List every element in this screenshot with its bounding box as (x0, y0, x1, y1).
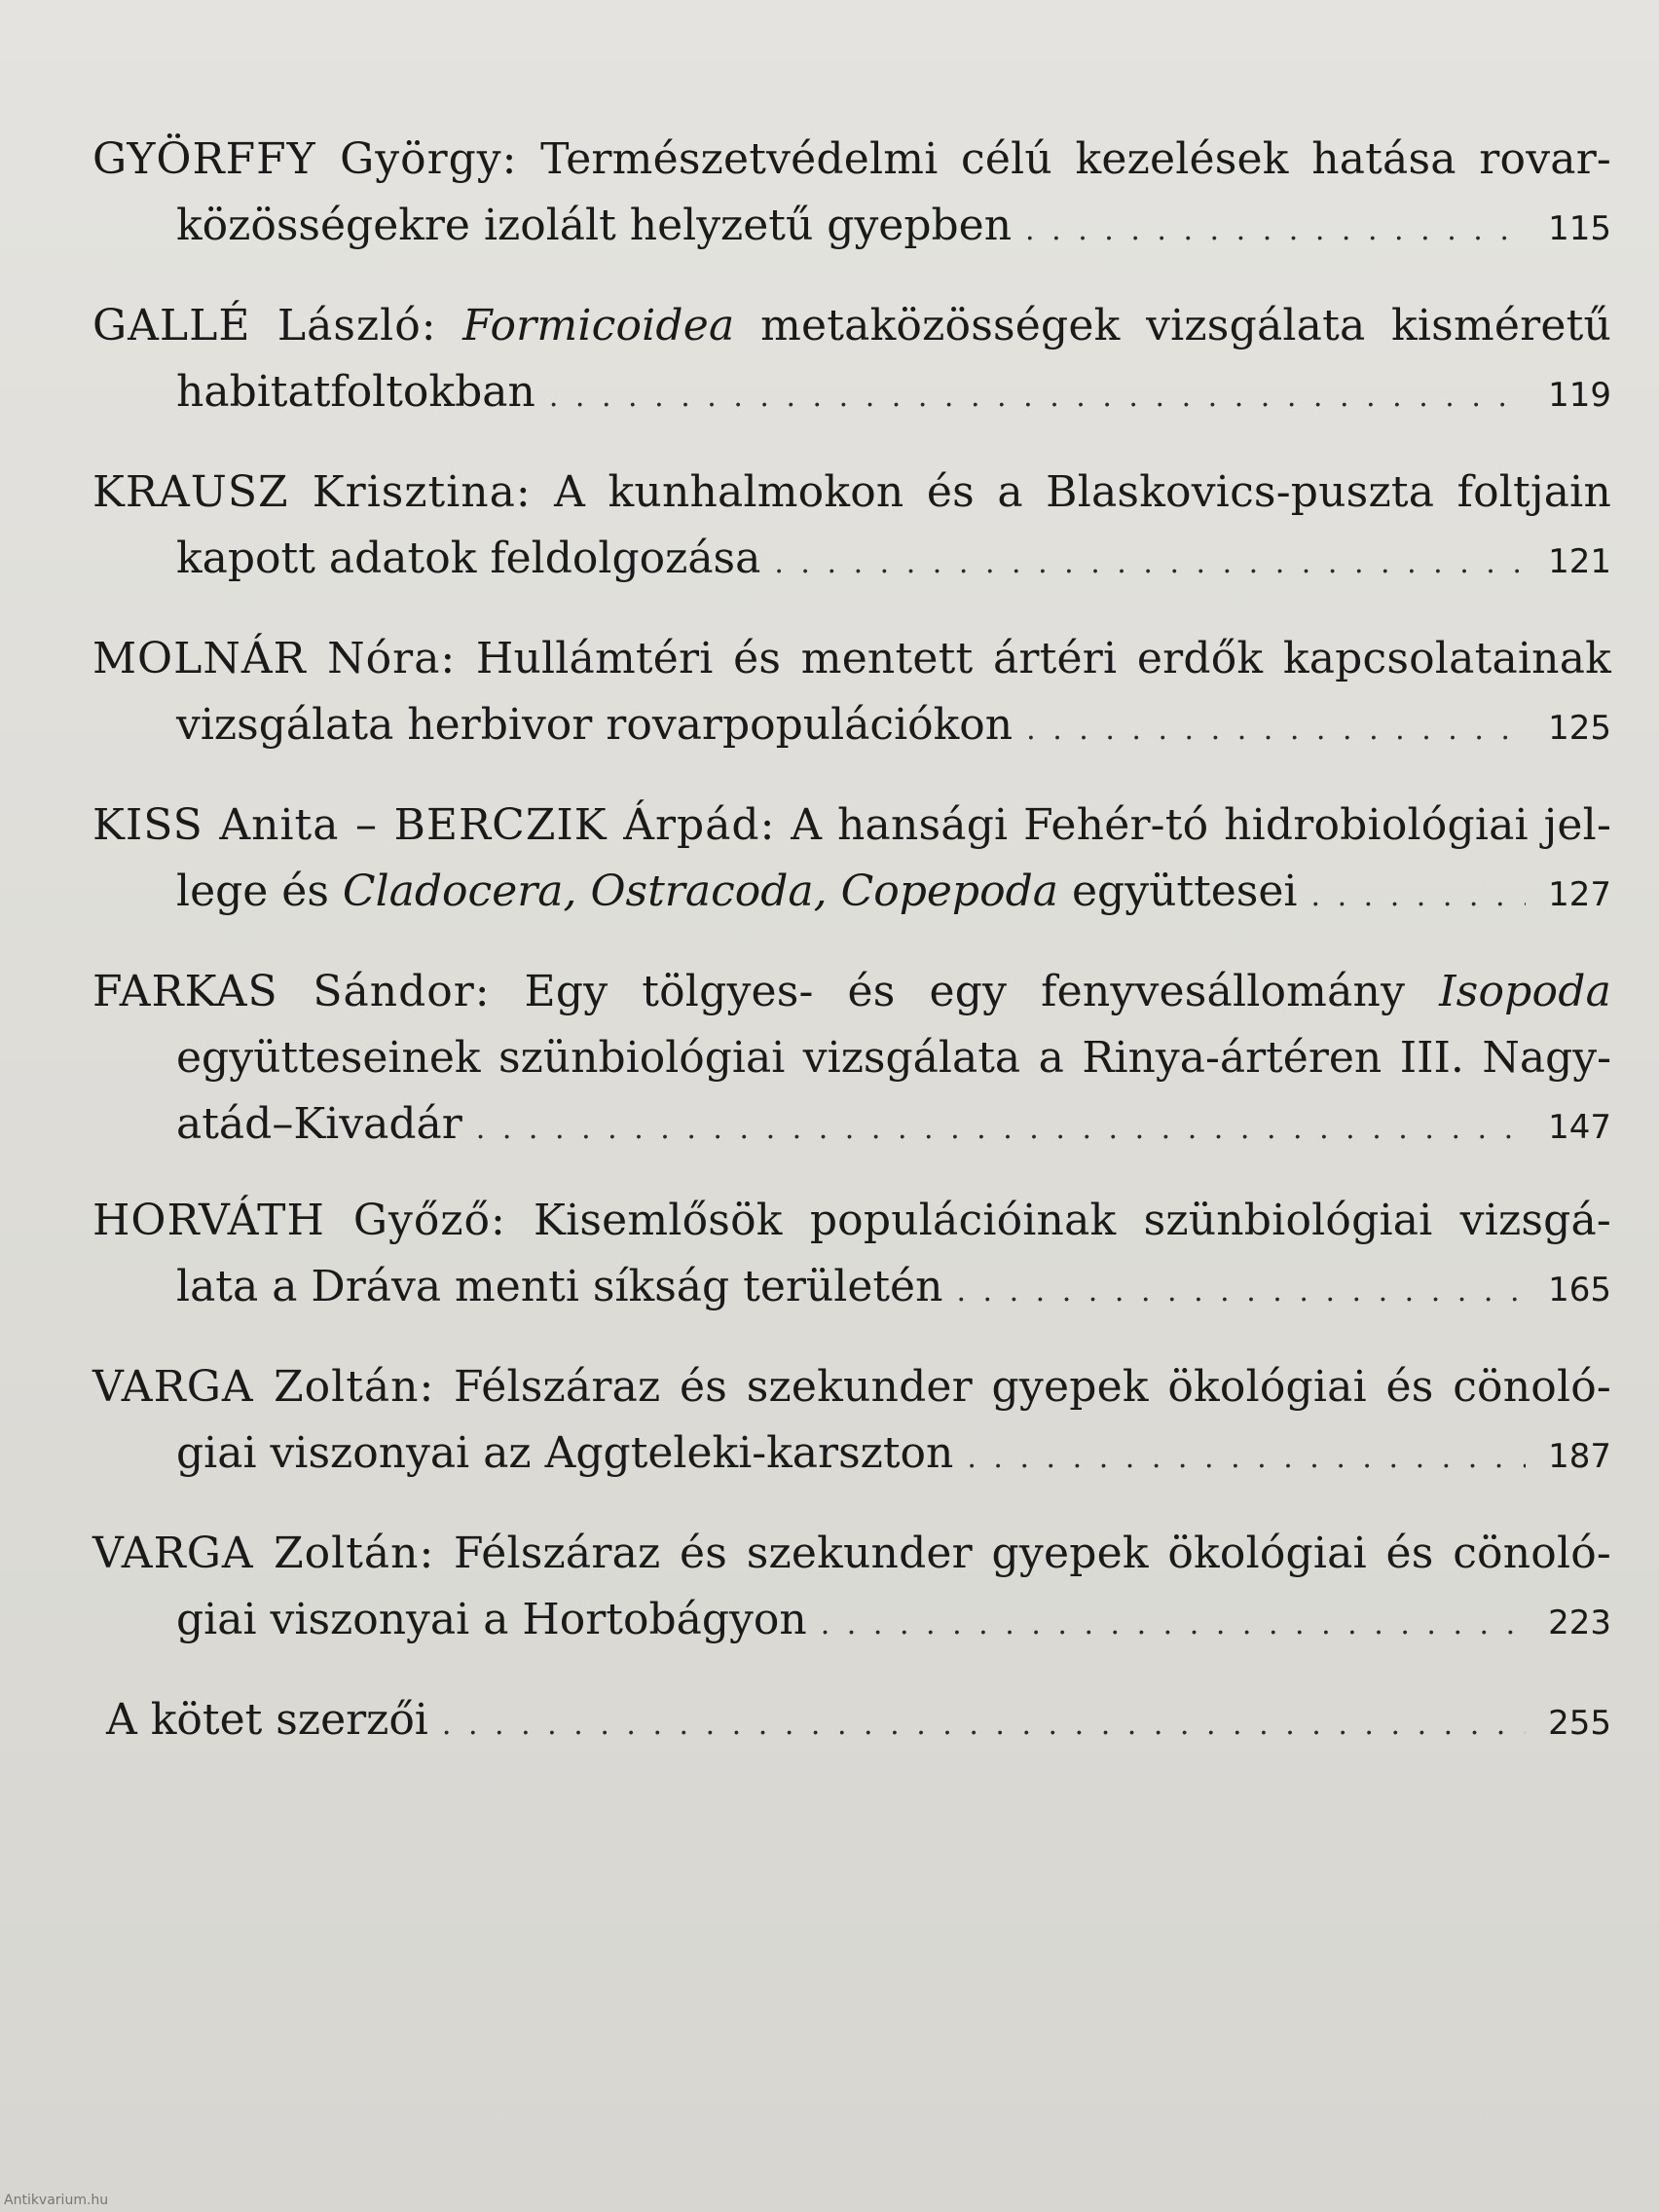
entry-last-line (92, 1254, 1611, 1325)
leader-dots (1025, 198, 1526, 264)
entry-last-line (92, 526, 1611, 597)
page-number: 223 (1548, 1604, 1611, 1642)
entry-last-line (92, 1420, 1611, 1492)
toc-entry (92, 1521, 1611, 1658)
entry-title-end: habitatfoltokban (176, 367, 535, 417)
entry-author: FARKAS Sándor: (92, 967, 491, 1016)
entry-title-italic: Isopoda (1439, 967, 1611, 1016)
entry-title-post: együttesei (1072, 866, 1298, 916)
toc-entry-authors (92, 1687, 1611, 1758)
entry-title-italic: Formicoidea (462, 301, 735, 350)
entry-first-line (92, 626, 1611, 692)
entry-author: HORVÁTH Győző: (92, 1196, 506, 1245)
entry-title-end: közösségekre izolált helyzetű gyepben (176, 201, 1013, 250)
entry-title-start: Félszáraz és szekunder gyepek ökológiai és cönoló- (453, 1529, 1611, 1578)
entry-author: VARGA Zoltán: (92, 1529, 435, 1578)
entry-title-start: Egy tölgyes- és egy fenyvesállomány (524, 967, 1406, 1016)
entry-title-start: A kunhalmokon és a Blaskovics-puszta foltjain (554, 467, 1611, 517)
toc-entry (92, 460, 1611, 597)
entry-title-start: Félszáraz és szekunder gyepek ökológiai és cönoló- (453, 1362, 1611, 1412)
page-number: 127 (1548, 875, 1611, 914)
page-number: 255 (1548, 1704, 1611, 1743)
entry-first-line (92, 127, 1611, 193)
entry-author: GALLÉ László: (92, 301, 437, 350)
leader-dots (442, 1692, 1526, 1758)
entry-title-end: giai viszonyai az Aggteleki-karszton (176, 1428, 954, 1478)
entry-middle-line: együtteseinek szünbiológiai vizsgálata a Rinya-ártéren III. Nagy- (176, 1033, 1611, 1083)
page-number: 121 (1548, 542, 1611, 581)
leader-dots (956, 1259, 1526, 1325)
entry-author: KISS Anita – BERCZIK Árpád: (92, 800, 776, 850)
entry-author: GYÖRFFY György: (92, 134, 518, 184)
entry-last-line (92, 859, 1611, 930)
entry-last-line (92, 692, 1611, 763)
page-number: 115 (1548, 209, 1611, 248)
toc-entry (92, 1188, 1611, 1325)
leader-dots (549, 364, 1526, 430)
entry-first-line (92, 1188, 1611, 1254)
entry-last-line (92, 193, 1611, 264)
leader-dots (821, 1592, 1526, 1658)
page-number: 119 (1548, 376, 1611, 415)
entry-title-italic: Cladocera, Ostracoda, Copepoda (342, 866, 1058, 916)
entry-last-line (92, 1687, 1611, 1758)
entry-last-line (92, 1587, 1611, 1658)
leader-dots (476, 1096, 1526, 1162)
leader-dots (1311, 864, 1527, 930)
page-number: 165 (1548, 1271, 1611, 1309)
entry-title-pre: lege és (176, 866, 329, 916)
entry-author: MOLNÁR Nóra: (92, 634, 457, 683)
entry-first-line (92, 460, 1611, 526)
entry-title-end: vizsgálata herbivor rovarpopulációkon (176, 700, 1014, 750)
toc-entry (92, 626, 1611, 763)
entry-author: KRAUSZ Krisztina: (92, 467, 532, 517)
page-number: 187 (1548, 1437, 1611, 1476)
entry-title-end (176, 859, 1298, 925)
entry-title-start: Természetvédelmi célú kezelések hatása rovar- (540, 134, 1611, 184)
entry-first-line (92, 1354, 1611, 1420)
entry-first-line (92, 959, 1611, 1025)
toc-entry (92, 1354, 1611, 1492)
entry-title-end: lata a Dráva menti síkság területén (176, 1262, 943, 1311)
entry-title-start: Hullámtéri és mentett ártéri erdők kapcsolatainak (475, 634, 1611, 683)
entry-title-end: giai viszonyai a Hortobágyon (176, 1595, 807, 1644)
leader-dots (774, 531, 1526, 597)
entry-title-end: kapott adatok feldolgozása (176, 534, 761, 583)
entry-title-start: metaközösségek vizsgálata kisméretű (760, 301, 1612, 350)
table-of-contents (92, 127, 1611, 1788)
page-number: 125 (1548, 709, 1611, 748)
entry-title-start: A hansági Fehér-tó hidrobiológiai jel- (791, 800, 1612, 850)
entry-last-line (92, 359, 1611, 430)
leader-dots (1026, 697, 1526, 763)
entry-title: A kötet szerzői (106, 1695, 428, 1745)
leader-dots (967, 1425, 1526, 1492)
entry-first-line (92, 1521, 1611, 1587)
entry-title-end: atád–Kivadár (176, 1099, 462, 1149)
watermark-text: Antikvarium.hu (4, 2193, 109, 2208)
entry-first-line (92, 293, 1611, 359)
toc-entry (92, 959, 1611, 1162)
entry-author: VARGA Zoltán: (92, 1362, 435, 1412)
page-number: 147 (1548, 1108, 1611, 1147)
toc-entry (92, 793, 1611, 930)
entry-last-line (92, 1091, 1611, 1162)
toc-entry (92, 127, 1611, 264)
toc-entry (92, 293, 1611, 430)
entry-title-start: Kisemlősök populációinak szünbiológiai vizsgá- (534, 1196, 1611, 1245)
entry-first-line (92, 793, 1611, 859)
